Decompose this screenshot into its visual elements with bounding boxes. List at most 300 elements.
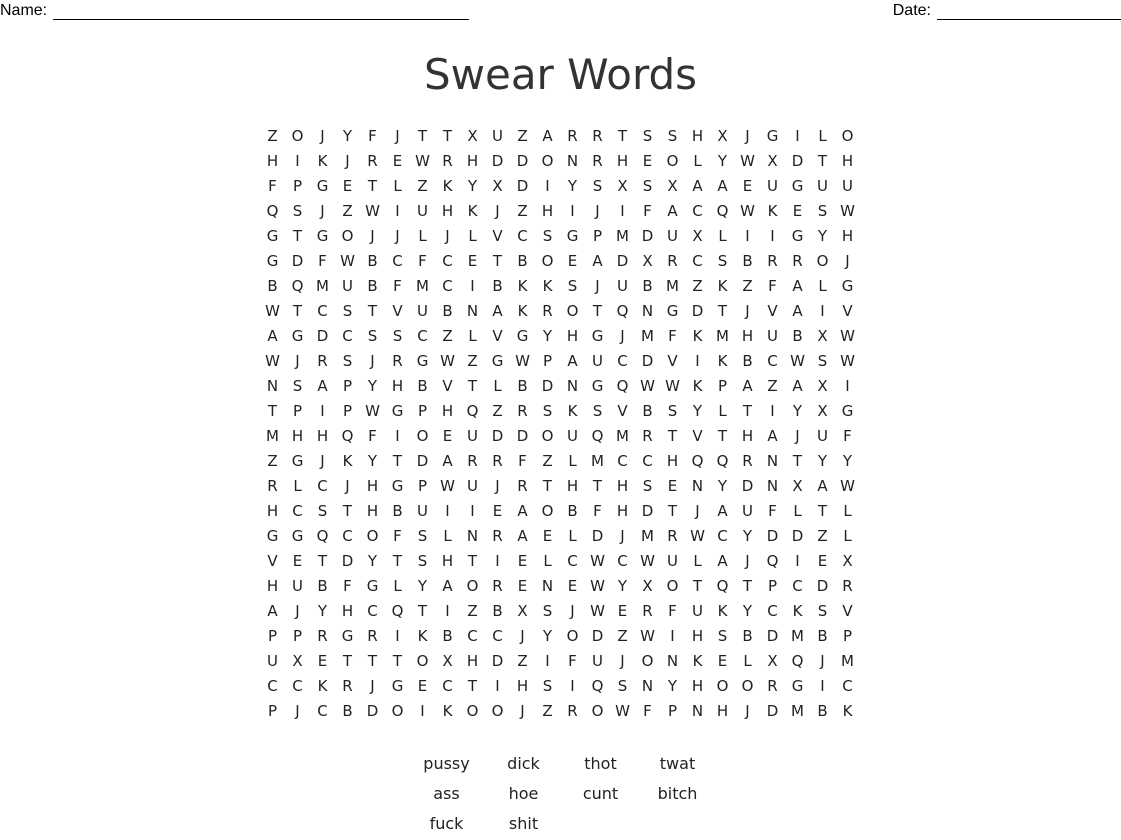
grid-letter[interactable]: J [820, 652, 825, 670]
grid-letter[interactable]: I [395, 427, 400, 445]
grid-letter[interactable]: A [592, 252, 603, 270]
grid-letter[interactable]: N [541, 577, 554, 595]
grid-letter[interactable]: X [517, 602, 528, 620]
grid-letter[interactable]: J [320, 202, 325, 220]
grid-letter[interactable]: S [542, 602, 553, 620]
grid-letter[interactable]: Y [317, 602, 328, 620]
grid-letter[interactable]: P [417, 477, 428, 495]
grid-letter[interactable]: S [292, 202, 303, 220]
grid-letter[interactable]: R [517, 402, 528, 420]
name-blank-line[interactable] [53, 3, 469, 20]
grid-letter[interactable]: Q [591, 677, 604, 695]
grid-letter[interactable]: G [791, 227, 804, 245]
grid-letter[interactable]: R [267, 477, 278, 495]
grid-letter[interactable]: D [791, 152, 804, 170]
grid-letter[interactable]: O [716, 677, 729, 695]
grid-letter[interactable]: I [395, 202, 400, 220]
grid-letter[interactable]: T [667, 502, 678, 520]
grid-letter[interactable]: O [566, 627, 579, 645]
grid-letter[interactable]: J [520, 627, 525, 645]
grid-letter[interactable]: G [316, 177, 329, 195]
grid-letter[interactable]: D [366, 702, 379, 720]
grid-letter[interactable]: T [442, 127, 453, 145]
grid-letter[interactable]: F [518, 452, 527, 470]
grid-letter[interactable]: W [440, 477, 455, 495]
grid-letter[interactable]: J [620, 327, 625, 345]
grid-letter[interactable]: T [717, 302, 728, 320]
grid-letter[interactable]: I [620, 202, 625, 220]
grid-letter[interactable]: H [616, 477, 629, 495]
grid-letter[interactable]: J [295, 602, 300, 620]
grid-letter[interactable]: J [495, 202, 500, 220]
grid-letter[interactable]: E [517, 552, 528, 570]
grid-letter[interactable]: Y [467, 177, 478, 195]
grid-letter[interactable]: T [342, 652, 353, 670]
grid-letter[interactable]: T [542, 477, 553, 495]
grid-letter[interactable]: F [393, 527, 402, 545]
grid-letter[interactable]: O [541, 502, 554, 520]
grid-letter[interactable]: N [641, 677, 654, 695]
grid-letter[interactable]: X [667, 177, 678, 195]
grid-letter[interactable]: Z [692, 277, 703, 295]
grid-letter[interactable]: J [695, 502, 700, 520]
grid-letter[interactable]: R [592, 152, 603, 170]
grid-letter[interactable]: F [768, 277, 777, 295]
grid-letter[interactable]: E [492, 502, 503, 520]
grid-letter[interactable]: O [566, 302, 579, 320]
grid-letter[interactable]: D [491, 652, 504, 670]
grid-letter[interactable]: W [790, 352, 805, 370]
grid-letter[interactable]: D [541, 377, 554, 395]
grid-letter[interactable]: Z [342, 202, 353, 220]
grid-letter[interactable]: C [442, 677, 453, 695]
grid-letter[interactable]: Y [792, 402, 803, 420]
grid-letter[interactable]: B [492, 602, 503, 620]
grid-letter[interactable]: O [816, 252, 829, 270]
grid-letter[interactable]: B [642, 277, 653, 295]
grid-letter[interactable]: L [793, 502, 802, 520]
grid-letter[interactable]: M [641, 527, 654, 545]
grid-letter[interactable]: S [717, 252, 728, 270]
grid-letter[interactable]: B [817, 627, 828, 645]
grid-letter[interactable]: I [320, 402, 325, 420]
grid-letter[interactable]: M [666, 277, 679, 295]
grid-letter[interactable]: B [367, 252, 378, 270]
grid-letter[interactable]: W [590, 577, 605, 595]
grid-letter[interactable]: H [316, 427, 329, 445]
grid-letter[interactable]: K [442, 177, 453, 195]
grid-letter[interactable]: N [766, 477, 779, 495]
grid-letter[interactable]: D [516, 152, 529, 170]
grid-letter[interactable]: T [817, 152, 828, 170]
name-field[interactable] [0, 2, 469, 20]
grid-letter[interactable]: D [741, 477, 754, 495]
grid-letter[interactable]: E [442, 427, 453, 445]
grid-letter[interactable]: P [292, 177, 303, 195]
grid-letter[interactable]: I [670, 627, 675, 645]
grid-letter[interactable]: F [368, 127, 377, 145]
grid-letter[interactable]: L [818, 127, 827, 145]
grid-letter[interactable]: Z [767, 377, 778, 395]
grid-letter[interactable]: Q [291, 277, 304, 295]
grid-letter[interactable]: Q [691, 452, 704, 470]
grid-letter[interactable]: P [542, 352, 553, 370]
grid-letter[interactable]: X [817, 327, 828, 345]
grid-letter[interactable]: S [817, 602, 828, 620]
grid-letter[interactable]: Y [742, 527, 753, 545]
grid-letter[interactable]: E [342, 177, 353, 195]
grid-letter[interactable]: L [718, 227, 727, 245]
grid-letter[interactable]: D [691, 302, 704, 320]
grid-letter[interactable]: O [541, 252, 554, 270]
grid-letter[interactable]: B [742, 627, 753, 645]
grid-letter[interactable]: S [367, 327, 378, 345]
grid-letter[interactable]: L [843, 527, 852, 545]
grid-letter[interactable]: N [466, 527, 479, 545]
grid-letter[interactable]: D [516, 177, 529, 195]
grid-letter[interactable]: H [616, 502, 629, 520]
grid-letter[interactable]: Y [717, 477, 728, 495]
grid-letter[interactable]: G [516, 327, 529, 345]
grid-letter[interactable]: A [742, 377, 753, 395]
grid-letter[interactable]: V [442, 377, 453, 395]
grid-letter[interactable]: A [492, 302, 503, 320]
grid-letter[interactable]: V [767, 302, 778, 320]
grid-letter[interactable]: J [395, 127, 400, 145]
grid-letter[interactable]: T [342, 502, 353, 520]
grid-letter[interactable]: Q [716, 452, 729, 470]
grid-letter[interactable]: P [717, 377, 728, 395]
grid-letter[interactable]: L [718, 402, 727, 420]
grid-letter[interactable]: B [492, 277, 503, 295]
grid-letter[interactable]: Z [492, 402, 503, 420]
grid-letter[interactable]: W [640, 627, 655, 645]
grid-letter[interactable]: I [795, 127, 800, 145]
grid-letter[interactable]: G [491, 352, 504, 370]
grid-letter[interactable]: S [342, 302, 353, 320]
grid-letter[interactable]: J [620, 652, 625, 670]
grid-letter[interactable]: A [267, 602, 278, 620]
grid-letter[interactable]: C [792, 577, 803, 595]
grid-letter[interactable]: I [470, 277, 475, 295]
grid-letter[interactable]: R [742, 452, 753, 470]
grid-letter[interactable]: R [567, 127, 578, 145]
grid-letter[interactable]: H [616, 152, 629, 170]
grid-letter[interactable]: R [467, 452, 478, 470]
grid-letter[interactable]: G [266, 227, 279, 245]
grid-letter[interactable]: J [320, 127, 325, 145]
grid-letter[interactable]: P [342, 402, 353, 420]
grid-letter[interactable]: Z [542, 452, 553, 470]
grid-letter[interactable]: C [317, 702, 328, 720]
grid-letter[interactable]: F [393, 277, 402, 295]
grid-letter[interactable]: N [691, 702, 704, 720]
grid-letter[interactable]: Y [542, 327, 553, 345]
grid-letter[interactable]: U [417, 302, 428, 320]
grid-letter[interactable]: D [291, 252, 304, 270]
grid-letter[interactable]: B [642, 402, 653, 420]
grid-letter[interactable]: L [393, 577, 402, 595]
grid-letter[interactable]: I [495, 677, 500, 695]
grid-letter[interactable]: O [366, 527, 379, 545]
grid-letter[interactable]: H [441, 402, 454, 420]
grid-letter[interactable]: F [643, 702, 652, 720]
grid-letter[interactable]: Y [367, 452, 378, 470]
grid-letter[interactable]: O [591, 702, 604, 720]
grid-letter[interactable]: G [366, 577, 379, 595]
grid-letter[interactable]: X [442, 652, 453, 670]
grid-letter[interactable]: R [517, 477, 528, 495]
grid-letter[interactable]: X [692, 227, 703, 245]
grid-letter[interactable]: F [318, 252, 327, 270]
grid-letter[interactable]: M [716, 327, 729, 345]
grid-letter[interactable]: B [742, 352, 753, 370]
grid-letter[interactable]: W [365, 202, 380, 220]
grid-letter[interactable]: E [642, 152, 653, 170]
grid-letter[interactable]: B [342, 702, 353, 720]
grid-letter[interactable]: H [691, 127, 704, 145]
grid-letter[interactable]: Q [391, 602, 404, 620]
grid-letter[interactable]: F [368, 427, 377, 445]
grid-letter[interactable]: Y [667, 677, 678, 695]
grid-letter[interactable]: H [691, 677, 704, 695]
grid-letter[interactable]: T [592, 302, 603, 320]
grid-letter[interactable]: O [291, 127, 304, 145]
grid-letter[interactable]: K [842, 702, 853, 720]
grid-letter[interactable]: R [767, 252, 778, 270]
grid-letter[interactable]: E [392, 152, 403, 170]
grid-letter[interactable]: E [667, 477, 678, 495]
grid-letter[interactable]: C [267, 677, 278, 695]
grid-letter[interactable]: I [395, 627, 400, 645]
grid-letter[interactable]: T [742, 402, 753, 420]
grid-letter[interactable]: I [445, 602, 450, 620]
grid-letter[interactable]: S [592, 177, 603, 195]
grid-letter[interactable]: H [666, 452, 679, 470]
grid-letter[interactable]: J [495, 477, 500, 495]
grid-letter[interactable]: C [767, 352, 778, 370]
grid-letter[interactable]: J [795, 427, 800, 445]
grid-letter[interactable]: B [267, 277, 278, 295]
grid-letter[interactable]: V [692, 427, 703, 445]
grid-letter[interactable]: D [641, 227, 654, 245]
grid-letter[interactable]: J [620, 527, 625, 545]
grid-letter[interactable]: L [843, 502, 852, 520]
grid-letter[interactable]: G [266, 527, 279, 545]
grid-letter[interactable]: M [616, 227, 629, 245]
grid-letter[interactable]: U [767, 327, 778, 345]
grid-letter[interactable]: S [417, 527, 428, 545]
grid-letter[interactable]: R [342, 677, 353, 695]
grid-letter[interactable]: S [292, 377, 303, 395]
grid-letter[interactable]: K [692, 652, 703, 670]
grid-letter[interactable]: I [545, 177, 550, 195]
grid-letter[interactable]: H [841, 227, 854, 245]
grid-letter[interactable]: H [741, 427, 754, 445]
grid-letter[interactable]: K [517, 277, 528, 295]
grid-letter[interactable]: K [717, 277, 728, 295]
grid-letter[interactable]: D [641, 352, 654, 370]
grid-letter[interactable]: F [568, 652, 577, 670]
grid-letter[interactable]: O [491, 702, 504, 720]
grid-letter[interactable]: A [717, 177, 728, 195]
grid-letter[interactable]: C [492, 627, 503, 645]
grid-letter[interactable]: T [367, 177, 378, 195]
grid-letter[interactable]: K [467, 202, 478, 220]
grid-letter[interactable]: W [515, 352, 530, 370]
grid-letter[interactable]: G [291, 327, 304, 345]
grid-letter[interactable]: O [666, 152, 679, 170]
grid-letter[interactable]: S [317, 502, 328, 520]
grid-letter[interactable]: I [820, 677, 825, 695]
grid-letter[interactable]: T [367, 652, 378, 670]
grid-letter[interactable]: K [442, 702, 453, 720]
grid-letter[interactable]: C [317, 477, 328, 495]
grid-letter[interactable]: Q [791, 652, 804, 670]
grid-letter[interactable]: A [667, 202, 678, 220]
grid-letter[interactable]: S [592, 402, 603, 420]
grid-letter[interactable]: V [667, 352, 678, 370]
grid-letter[interactable]: E [542, 527, 553, 545]
grid-letter[interactable]: M [641, 327, 654, 345]
grid-letter[interactable]: G [766, 127, 779, 145]
grid-letter[interactable]: J [445, 227, 450, 245]
grid-letter[interactable]: T [467, 377, 478, 395]
grid-letter[interactable]: H [516, 677, 529, 695]
grid-letter[interactable]: O [341, 227, 354, 245]
grid-letter[interactable]: Y [567, 177, 578, 195]
grid-letter[interactable]: K [342, 452, 353, 470]
grid-letter[interactable]: M [791, 627, 804, 645]
grid-letter[interactable]: C [717, 527, 728, 545]
grid-letter[interactable]: C [517, 227, 528, 245]
grid-letter[interactable]: X [817, 402, 828, 420]
grid-letter[interactable]: Z [517, 652, 528, 670]
grid-letter[interactable]: V [617, 402, 628, 420]
grid-letter[interactable]: W [265, 352, 280, 370]
grid-letter[interactable]: W [840, 202, 855, 220]
grid-letter[interactable]: T [267, 402, 278, 420]
grid-letter[interactable]: T [292, 302, 303, 320]
grid-letter[interactable]: O [741, 677, 754, 695]
grid-letter[interactable]: U [492, 127, 503, 145]
grid-letter[interactable]: S [542, 402, 553, 420]
grid-letter[interactable]: U [817, 427, 828, 445]
grid-letter[interactable]: Y [367, 552, 378, 570]
grid-letter[interactable]: Y [692, 402, 703, 420]
grid-letter[interactable]: U [417, 202, 428, 220]
grid-letter[interactable]: H [441, 552, 454, 570]
grid-letter[interactable]: G [791, 677, 804, 695]
grid-letter[interactable]: H [691, 627, 704, 645]
grid-letter[interactable]: A [792, 277, 803, 295]
grid-letter[interactable]: B [442, 302, 453, 320]
grid-letter[interactable]: L [818, 277, 827, 295]
grid-letter[interactable]: A [717, 552, 728, 570]
grid-letter[interactable]: U [467, 477, 478, 495]
grid-letter[interactable]: R [642, 427, 653, 445]
grid-letter[interactable]: W [440, 352, 455, 370]
grid-letter[interactable]: A [442, 452, 453, 470]
grid-letter[interactable]: Q [466, 402, 479, 420]
grid-letter[interactable]: L [543, 552, 552, 570]
grid-letter[interactable]: G [316, 227, 329, 245]
grid-letter[interactable]: D [816, 577, 829, 595]
grid-letter[interactable]: T [592, 477, 603, 495]
grid-letter[interactable]: C [392, 252, 403, 270]
grid-letter[interactable]: X [717, 127, 728, 145]
grid-letter[interactable]: S [542, 677, 553, 695]
grid-letter[interactable]: U [817, 177, 828, 195]
grid-letter[interactable]: O [466, 577, 479, 595]
grid-letter[interactable]: X [642, 577, 653, 595]
grid-letter[interactable]: Q [716, 577, 729, 595]
grid-letter[interactable]: J [595, 202, 600, 220]
grid-letter[interactable]: I [495, 552, 500, 570]
grid-letter[interactable]: T [292, 227, 303, 245]
grid-letter[interactable]: K [317, 152, 328, 170]
grid-letter[interactable]: H [391, 377, 404, 395]
grid-letter[interactable]: P [292, 627, 303, 645]
grid-letter[interactable]: P [592, 227, 603, 245]
grid-letter[interactable]: G [666, 302, 679, 320]
grid-letter[interactable]: A [817, 477, 828, 495]
grid-letter[interactable]: A [692, 177, 703, 195]
grid-letter[interactable]: C [767, 602, 778, 620]
grid-letter[interactable]: S [667, 127, 678, 145]
grid-letter[interactable]: Q [616, 302, 629, 320]
grid-letter[interactable]: T [792, 452, 803, 470]
grid-letter[interactable]: Q [766, 552, 779, 570]
grid-letter[interactable]: W [415, 152, 430, 170]
grid-letter[interactable]: V [492, 227, 503, 245]
grid-letter[interactable]: M [616, 427, 629, 445]
grid-letter[interactable]: R [492, 452, 503, 470]
grid-letter[interactable]: Q [591, 427, 604, 445]
grid-letter[interactable]: X [467, 127, 478, 145]
grid-letter[interactable]: A [317, 377, 328, 395]
grid-letter[interactable]: G [341, 627, 354, 645]
grid-letter[interactable]: U [617, 277, 628, 295]
grid-letter[interactable]: V [392, 302, 403, 320]
grid-letter[interactable]: J [370, 677, 375, 695]
grid-letter[interactable]: X [492, 177, 503, 195]
grid-letter[interactable]: R [642, 602, 653, 620]
grid-letter[interactable]: H [266, 152, 279, 170]
grid-letter[interactable]: K [567, 402, 578, 420]
grid-letter[interactable]: T [667, 427, 678, 445]
grid-letter[interactable]: P [267, 702, 278, 720]
grid-letter[interactable]: J [745, 302, 750, 320]
grid-letter[interactable]: Y [342, 127, 353, 145]
date-blank-line[interactable] [937, 3, 1121, 20]
grid-letter[interactable]: H [466, 152, 479, 170]
grid-letter[interactable]: I [570, 677, 575, 695]
grid-letter[interactable]: L [418, 227, 427, 245]
grid-letter[interactable]: W [740, 202, 755, 220]
grid-letter[interactable]: A [542, 127, 553, 145]
grid-letter[interactable]: D [491, 427, 504, 445]
grid-letter[interactable]: X [817, 377, 828, 395]
grid-letter[interactable]: R [317, 627, 328, 645]
grid-letter[interactable]: C [317, 302, 328, 320]
grid-letter[interactable]: I [770, 227, 775, 245]
grid-letter[interactable]: S [567, 277, 578, 295]
grid-letter[interactable]: U [292, 577, 303, 595]
grid-letter[interactable]: Q [341, 427, 354, 445]
grid-letter[interactable]: T [742, 577, 753, 595]
grid-letter[interactable]: Z [617, 627, 628, 645]
